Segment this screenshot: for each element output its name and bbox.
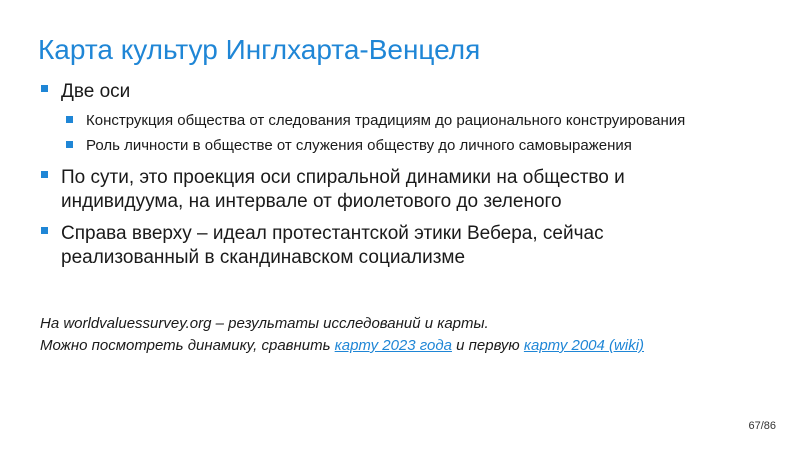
- sub-bullet-item: [65, 133, 770, 158]
- bullet-item: [40, 222, 770, 270]
- page-number: 67/86: [748, 420, 776, 432]
- sub-bullet-text: Роль личности в обществе от служения обществу до личного самовыражения: [86, 137, 632, 154]
- bullet-list: [40, 80, 770, 270]
- bullet-text: Две оси: [61, 81, 131, 102]
- bullet-item: [40, 166, 770, 214]
- bullet-text-line: Справа вверху – идеал протестантской этики Вебера, сейчас: [61, 223, 604, 244]
- map-2023-link[interactable]: карту 2023 года: [334, 337, 452, 354]
- bullet-text-line: По сути, это проекция оси спиральной динамики на общество и: [61, 167, 625, 188]
- bullet-item: [40, 80, 770, 104]
- slide-title: Карта культур Инглхарта-Венцеля: [38, 34, 481, 65]
- footnote-text: Можно посмотреть динамику, сравнить: [40, 337, 335, 354]
- sub-bullet-item: [65, 108, 770, 133]
- footnote-line: На worldvaluessurvey.org – результаты исследований и карты.: [40, 315, 489, 332]
- bullet-text-line: индивидуума, на интервале от фиолетового до зеленого: [61, 191, 562, 212]
- square-bullet-icon: [41, 171, 48, 178]
- sub-bullet-text: Конструкция общества от следования традициям до рационального конструирования: [86, 112, 686, 129]
- square-bullet-icon: [66, 116, 73, 123]
- map-2004-wiki-link[interactable]: карту 2004 (wiki): [523, 337, 645, 354]
- footnote-text: и первую: [451, 337, 524, 354]
- square-bullet-icon: [66, 141, 73, 148]
- footnote: [40, 313, 644, 357]
- square-bullet-icon: [41, 85, 48, 92]
- bullet-text-line: реализованный в скандинавском социализме: [61, 247, 466, 268]
- square-bullet-icon: [41, 227, 48, 234]
